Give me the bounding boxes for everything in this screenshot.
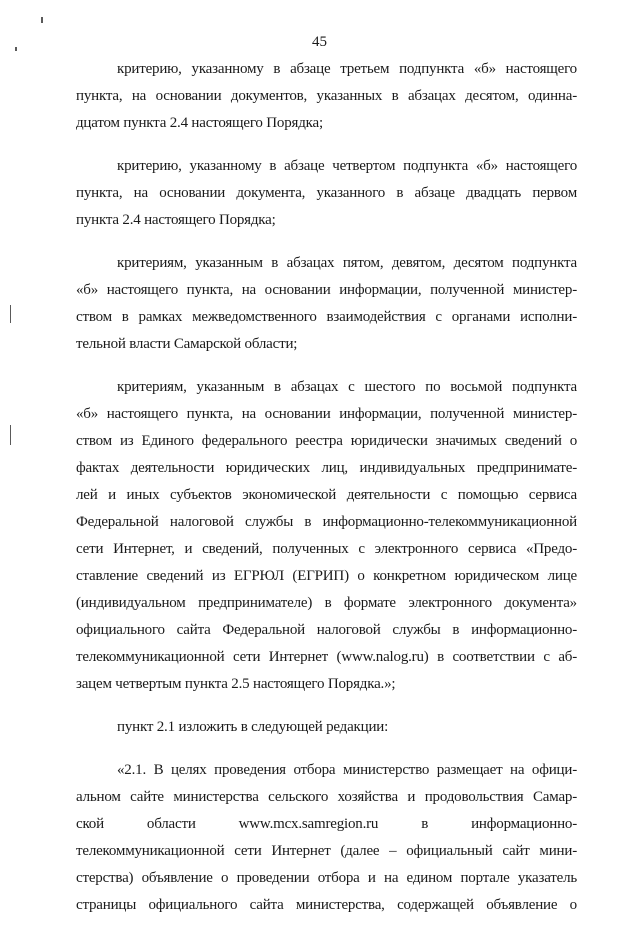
text-line: критерию, указанному в абзаце третьем подпункта «б» настоящего — [117, 61, 577, 77]
text-line: официального сайта Федеральной налоговой службы в информационно- — [76, 622, 577, 638]
text-line: «б» настоящего пункта, на основании информации, полученной министер- — [76, 406, 577, 422]
text-line: критериям, указанным в абзацах пятом, девятом, десятом подпункта — [117, 255, 577, 271]
text-line: ством в рамках межведомственного взаимодействия с органами исполни- — [76, 309, 577, 325]
text-line: лей и иных субъектов экономической деятельности с помощью сервиса — [76, 487, 577, 503]
text-line: страницы официального сайта министерства, содержащей объявление о — [76, 897, 577, 913]
text-line: телекоммуникационной сети Интернет (далее – официальный сайт мини- — [76, 843, 577, 859]
paragraph — [76, 757, 577, 919]
text-line: стерства) объявление о проведении отбора и на едином портале указатель — [76, 870, 577, 886]
document-body — [76, 56, 577, 935]
text-line: критерию, указанному в абзаце четвертом подпункта «б» настоящего — [117, 158, 577, 174]
page-number: 45 — [312, 34, 327, 50]
text-line: ставление сведений из ЕГРЮЛ (ЕГРИП) о конкретном юридическом лице — [76, 568, 577, 584]
scan-mark-top-left — [41, 17, 43, 23]
text-line: ской области www.mcx.samregion.ru в информационно- — [76, 816, 577, 832]
text-line: (индивидуальном предпринимателе) в формате электронного документа» — [76, 595, 577, 611]
paragraph — [76, 714, 577, 741]
text-line: пункт 2.1 изложить в следующей редакции: — [117, 719, 389, 735]
scan-mark-left-middle — [10, 305, 11, 323]
text-line: «б» настоящего пункта, на основании информации, полученной министер- — [76, 282, 577, 298]
text-line: альном сайте министерства сельского хозяйства и продовольствия Самар- — [76, 789, 577, 805]
text-line: сети Интернет, и сведений, полученных с электронного сервиса «Предо- — [76, 541, 577, 557]
paragraph — [76, 374, 577, 698]
scan-mark-left-lower — [10, 425, 11, 445]
paragraph — [76, 250, 577, 358]
text-line: пункта, на основании документа, указанного в абзаце двадцать первом — [76, 185, 577, 201]
text-line: зацем четвертым пункта 2.5 настоящего Порядка.»; — [76, 676, 396, 692]
text-line: дцатом пункта 2.4 настоящего Порядка; — [76, 115, 323, 131]
paragraph — [76, 153, 577, 234]
text-line: тельной власти Самарской области; — [76, 336, 298, 352]
text-line: ством из Единого федерального реестра юридически значимых сведений о — [76, 433, 577, 449]
text-line: Федеральной налоговой службы в информационно-телекоммуникационной — [76, 514, 577, 530]
text-line: пункта 2.4 настоящего Порядка; — [76, 212, 276, 228]
text-line: критериям, указанным в абзацах с шестого по восьмой подпункта — [117, 379, 577, 395]
text-line: «2.1. В целях проведения отбора министерство размещает на офици- — [117, 762, 577, 778]
paragraph — [76, 56, 577, 137]
text-line: фактах деятельности юридических лиц, индивидуальных предпринимате- — [76, 460, 577, 476]
text-line: телекоммуникационной сети Интернет (www.nalog.ru) в соответствии с аб- — [76, 649, 577, 665]
text-line: пункта, на основании документов, указанных в абзацах десятом, одинна- — [76, 88, 577, 104]
